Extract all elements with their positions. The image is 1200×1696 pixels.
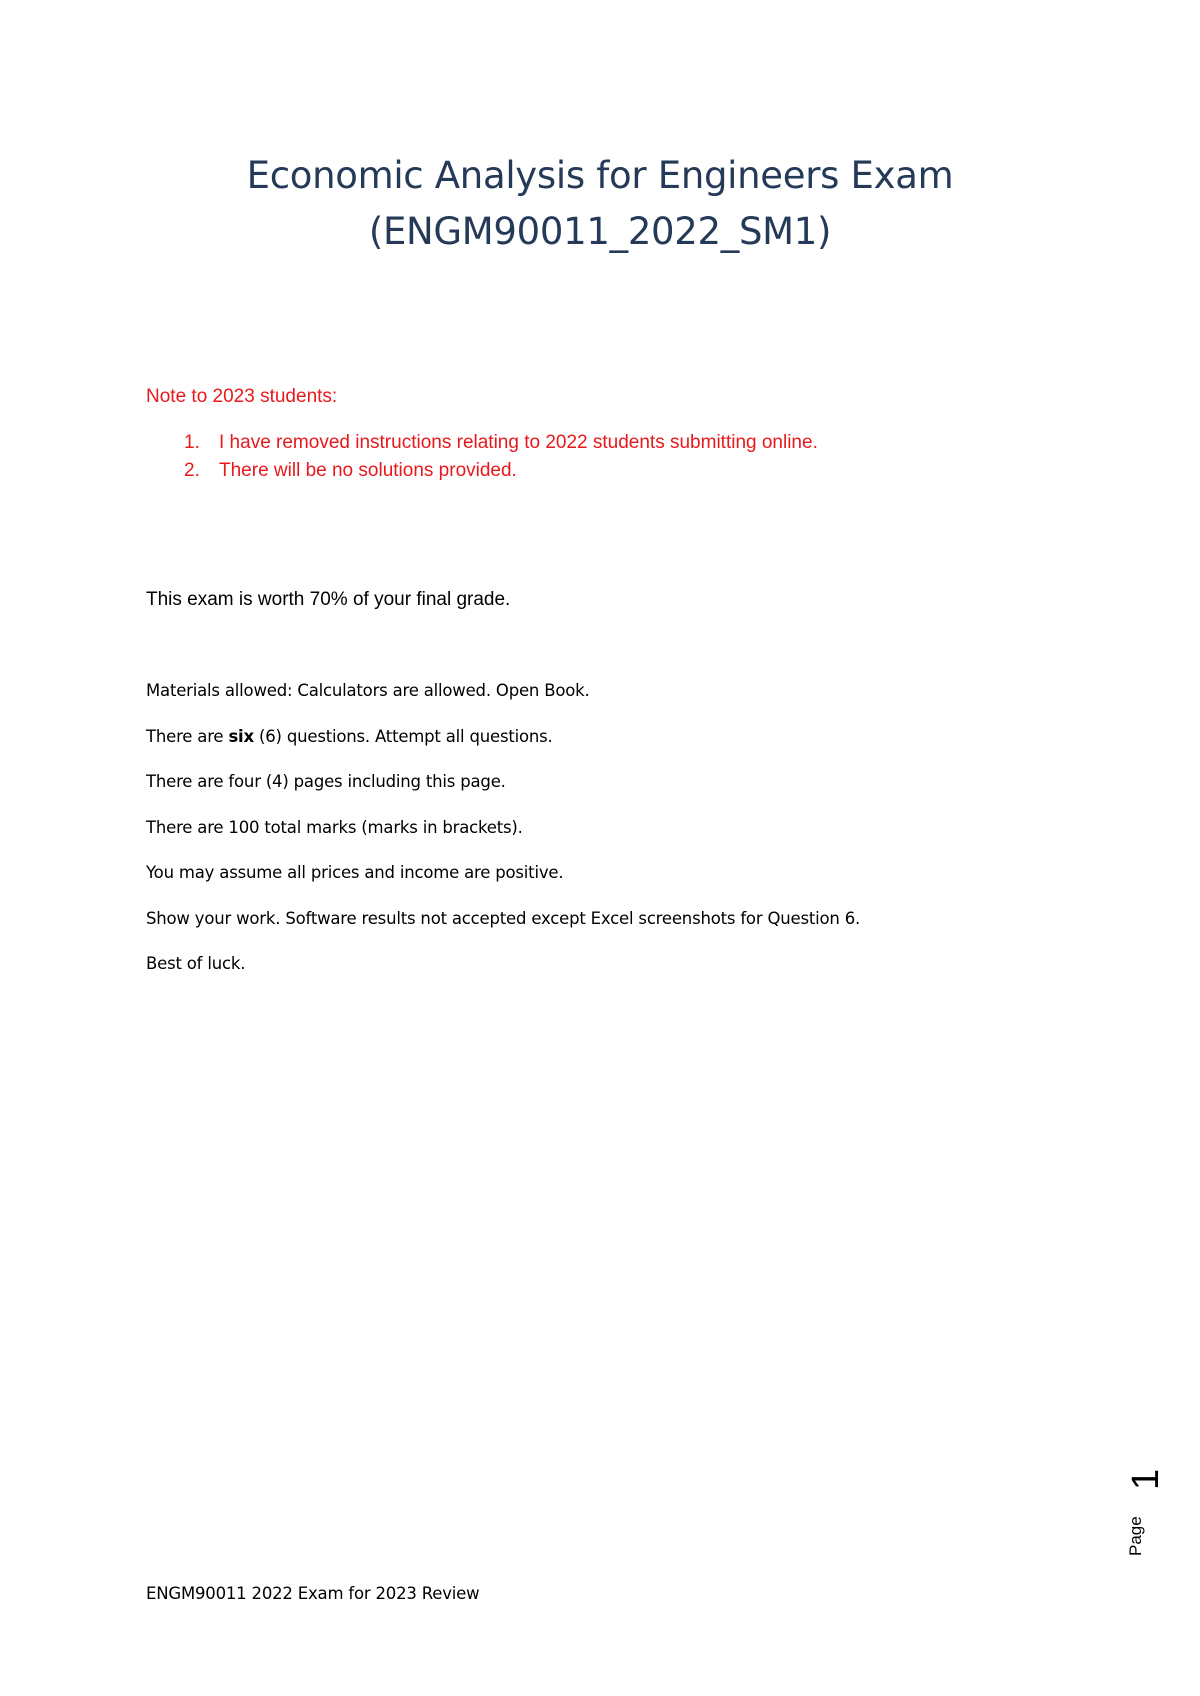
question-count-suffix: (6) questions. Attempt all questions. [253, 726, 553, 746]
page-footer: ENGM90011 2022 Exam for 2023 Review [146, 1584, 480, 1603]
total-marks: There are 100 total marks (marks in brackets). [146, 817, 523, 837]
show-work-note: Show your work. Software results not accepted except Excel screenshots for Question 6. [146, 908, 861, 928]
note-item-text: I have removed instructions relating to 2022 students submitting online. [219, 432, 818, 453]
page-number: 1 [1125, 1468, 1167, 1490]
assumption-note: You may assume all prices and income are positive. [146, 863, 564, 882]
page-count: There are four (4) pages including this page. [146, 772, 506, 791]
question-count-bold: six [228, 726, 254, 746]
title-line-1: Economic Analysis for Engineers Exam [246, 154, 954, 197]
note-item-text: There will be no solutions provided. [219, 460, 517, 481]
note-item-number: 2. [184, 460, 200, 481]
materials-allowed: Materials allowed: Calculators are allowed. Open Book. [146, 681, 590, 700]
note-list [146, 429, 1106, 485]
note-item [146, 457, 1106, 485]
title-line-2: (ENGM90011_2022_SM1) [368, 210, 832, 253]
page-title [0, 148, 1200, 260]
page-label: Page [1126, 1516, 1145, 1556]
good-luck-note: Best of luck. [146, 954, 246, 973]
student-note [146, 385, 1106, 485]
question-count [146, 726, 1146, 772]
page-number-marker [1125, 1468, 1186, 1592]
note-item [146, 429, 1106, 457]
note-item-number: 1. [184, 432, 200, 453]
grade-weight-statement: This exam is worth 70% of your final grade. [146, 589, 511, 610]
question-count-prefix: There are [146, 726, 229, 746]
note-heading: Note to 2023 students: [146, 386, 338, 407]
exam-instructions [146, 680, 1146, 999]
